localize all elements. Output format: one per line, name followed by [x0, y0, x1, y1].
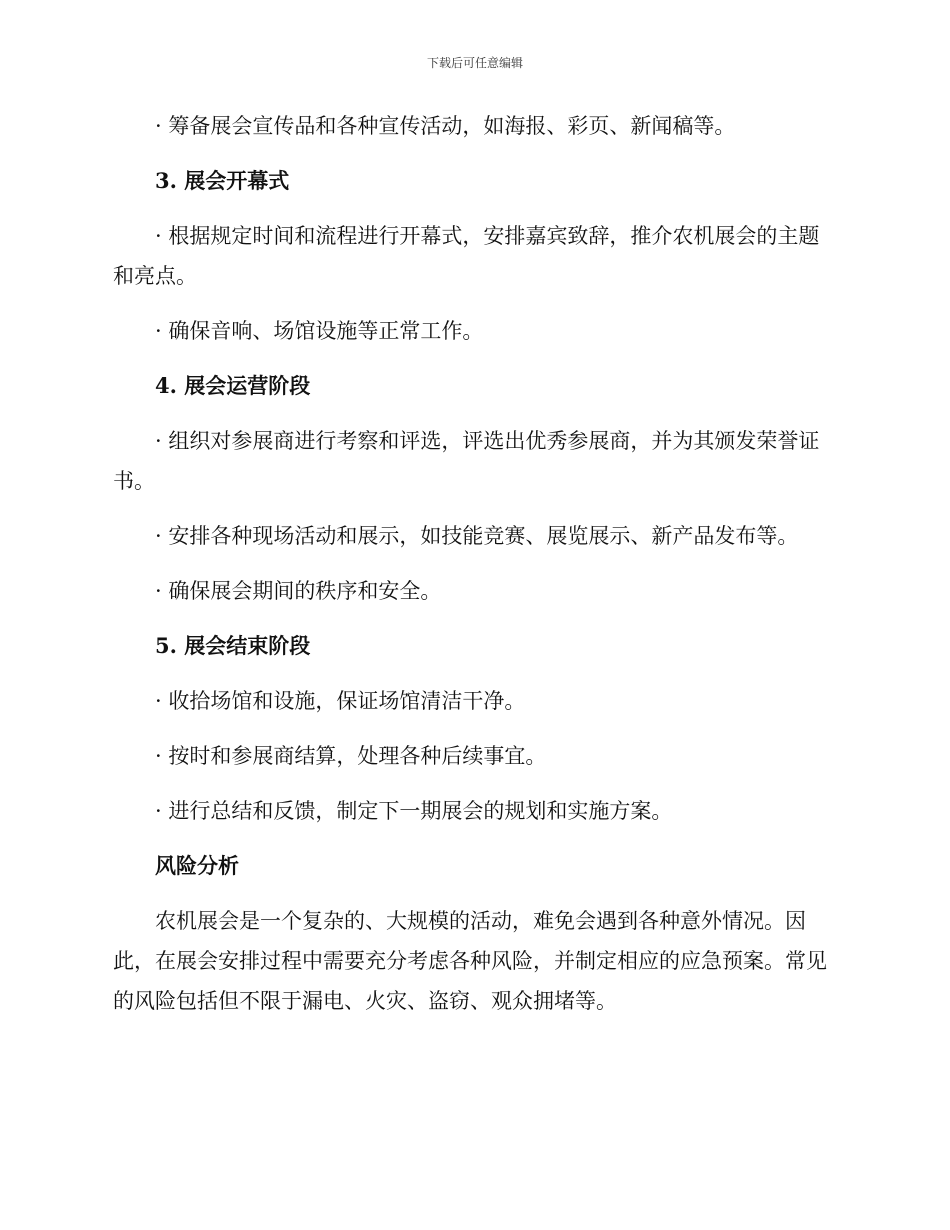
bullet-equipment-check: · 确保音响、场馆设施等正常工作。 [155, 319, 484, 343]
section-heading-opening: 3. 展会开幕式 [155, 168, 290, 193]
document-body [113, 106, 833, 1021]
section-heading-operation: 4. 展会运营阶段 [155, 373, 311, 398]
bullet-exhibitor-evaluation: · 组织对参展商进行考察和评选，评选出优秀参展商，并为其颁发荣誉证书。 [113, 429, 820, 493]
header-note: 下载后可任意编辑 [426, 56, 523, 70]
bullet-opening-ceremony: · 根据规定时间和流程进行开幕式，安排嘉宾致辞，推介农机展会的主题和亮点。 [113, 224, 820, 288]
bullet-cleanup: · 收拾场馆和设施，保证场馆清洁干净。 [155, 689, 526, 713]
bullet-promotion: · 筹备展会宣传品和各种宣传活动，如海报、彩页、新闻稿等。 [155, 114, 736, 138]
bullet-onsite-activities: · 安排各种现场活动和展示，如技能竞赛、展览展示、新产品发布等。 [155, 524, 799, 548]
risk-analysis-paragraph: 农机展会是一个复杂的、大规模的活动，难免会遇到各种意外情况。因此，在展会安排过程中需要充分考虑各种风险，并制定相应的应急预案。常见的风险包括但不限于漏电、火灾、盗窃、观众拥堵等。 [113, 909, 827, 1013]
bullet-settlement: · 按时和参展商结算，处理各种后续事宜。 [155, 744, 547, 768]
section-heading-closing: 5. 展会结束阶段 [155, 633, 311, 658]
section-heading-risk: 风险分析 [155, 853, 239, 878]
bullet-summary-feedback: · 进行总结和反馈，制定下一期展会的规划和实施方案。 [155, 799, 673, 823]
bullet-order-safety: · 确保展会期间的秩序和安全。 [155, 579, 442, 603]
